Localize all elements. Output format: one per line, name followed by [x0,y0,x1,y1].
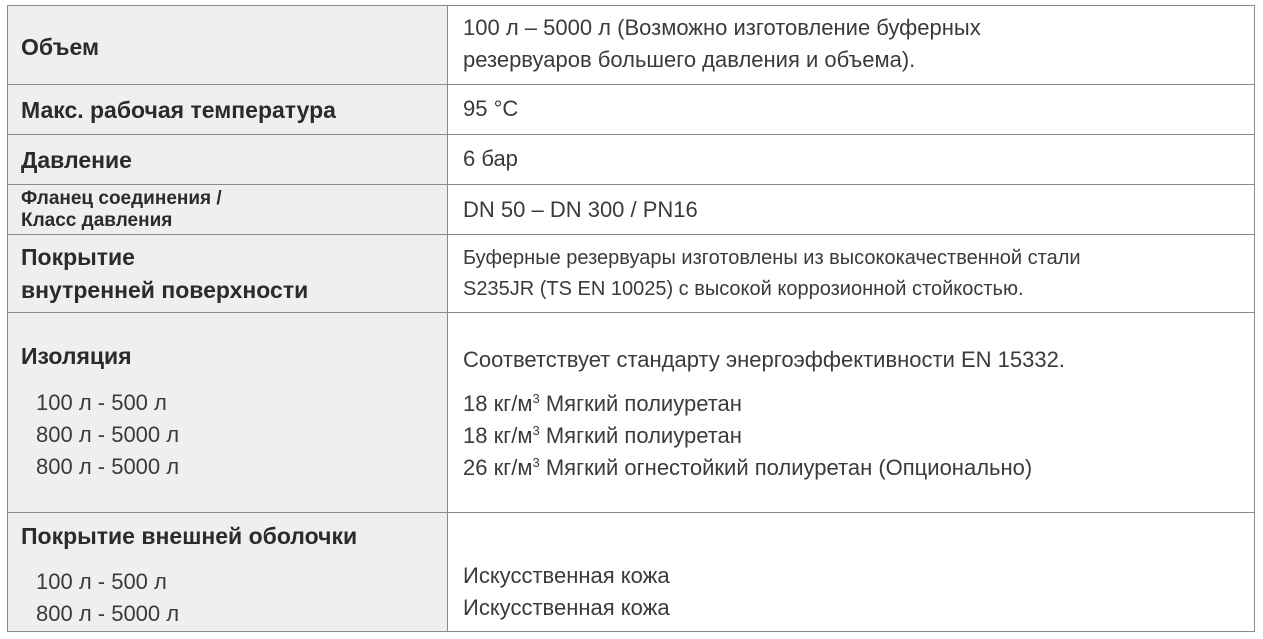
label-cell [7,135,447,184]
size-list [36,387,179,483]
row-label: Покрытие внешней оболочки [21,523,358,549]
row-max-temperature [7,84,1255,134]
label-cell [7,85,447,134]
material-item [463,388,1032,420]
row-volume [7,5,1255,84]
row-label: Макс. рабочая температура [21,97,336,123]
label-cell [7,235,447,312]
value-cell [447,513,1255,631]
row-label: Изоляция [21,343,132,369]
label-line: Покрытие [21,244,135,270]
size-item: 800 л - 5000 л [36,454,180,479]
material-density: 18 кг/м [463,423,533,448]
value-cell [447,185,1255,234]
row-value [463,560,670,624]
value-line: S235JR (TS EN 10025) с высокой коррозионной стойкостью. [463,278,1024,300]
size-item: 800 л - 5000 л [36,601,180,626]
value-line: Искусственная кожа [463,595,670,620]
row-label [21,188,222,232]
value-line: резервуаров большего давления и объема). [463,47,916,72]
row-value: DN 50 – DN 300 / PN16 [463,197,698,222]
specifications-table [7,5,1255,632]
material-item [463,420,1032,452]
insulation-standard: Соответствует стандарту энергоэффективности EN 15332. [463,347,1065,372]
unit-superscript: 3 [532,455,540,470]
row-pressure [7,134,1255,184]
row-value: 6 бар [463,146,518,171]
value-cell [447,135,1255,184]
label-cell [7,6,447,84]
row-inner-coating [7,234,1255,312]
row-flange [7,184,1255,234]
size-item: 100 л - 500 л [36,569,167,594]
value-line: 100 л – 5000 л (Возможно изготовление буферных [463,15,981,40]
material-density: 18 кг/м [463,391,533,416]
row-value [463,243,1081,305]
material-item [463,452,1032,484]
value-cell [447,6,1255,84]
material-name: Мягкий полиуретан [539,391,742,416]
size-item: 100 л - 500 л [36,390,167,415]
material-list [463,388,1032,484]
label-cell [7,313,447,512]
unit-superscript: 3 [532,391,540,406]
row-value: 95 °C [463,96,519,121]
material-name: Мягкий полиуретан [539,423,742,448]
label-line: Класс давления [21,210,173,231]
row-label: Давление [21,147,132,173]
value-cell [447,313,1255,512]
row-insulation [7,312,1255,512]
label-line: внутренней поверхности [21,277,309,303]
size-item: 800 л - 5000 л [36,422,180,447]
value-cell [447,85,1255,134]
value-cell [447,235,1255,312]
size-list [36,566,179,630]
unit-superscript: 3 [532,423,540,438]
value-line: Буферные резервуары изготовлены из высококачественной стали [463,247,1081,269]
material-name: Мягкий огнестойкий полиуретан (Опционально) [539,455,1033,480]
row-outer-coating [7,512,1255,632]
value-line: Искусственная кожа [463,563,670,588]
row-value [463,12,981,76]
label-cell [7,513,447,631]
label-line: Фланец соединения / [21,188,222,209]
material-density: 26 кг/м [463,455,533,480]
row-label: Объем [21,34,100,60]
label-cell [7,185,447,234]
row-label [21,241,308,307]
